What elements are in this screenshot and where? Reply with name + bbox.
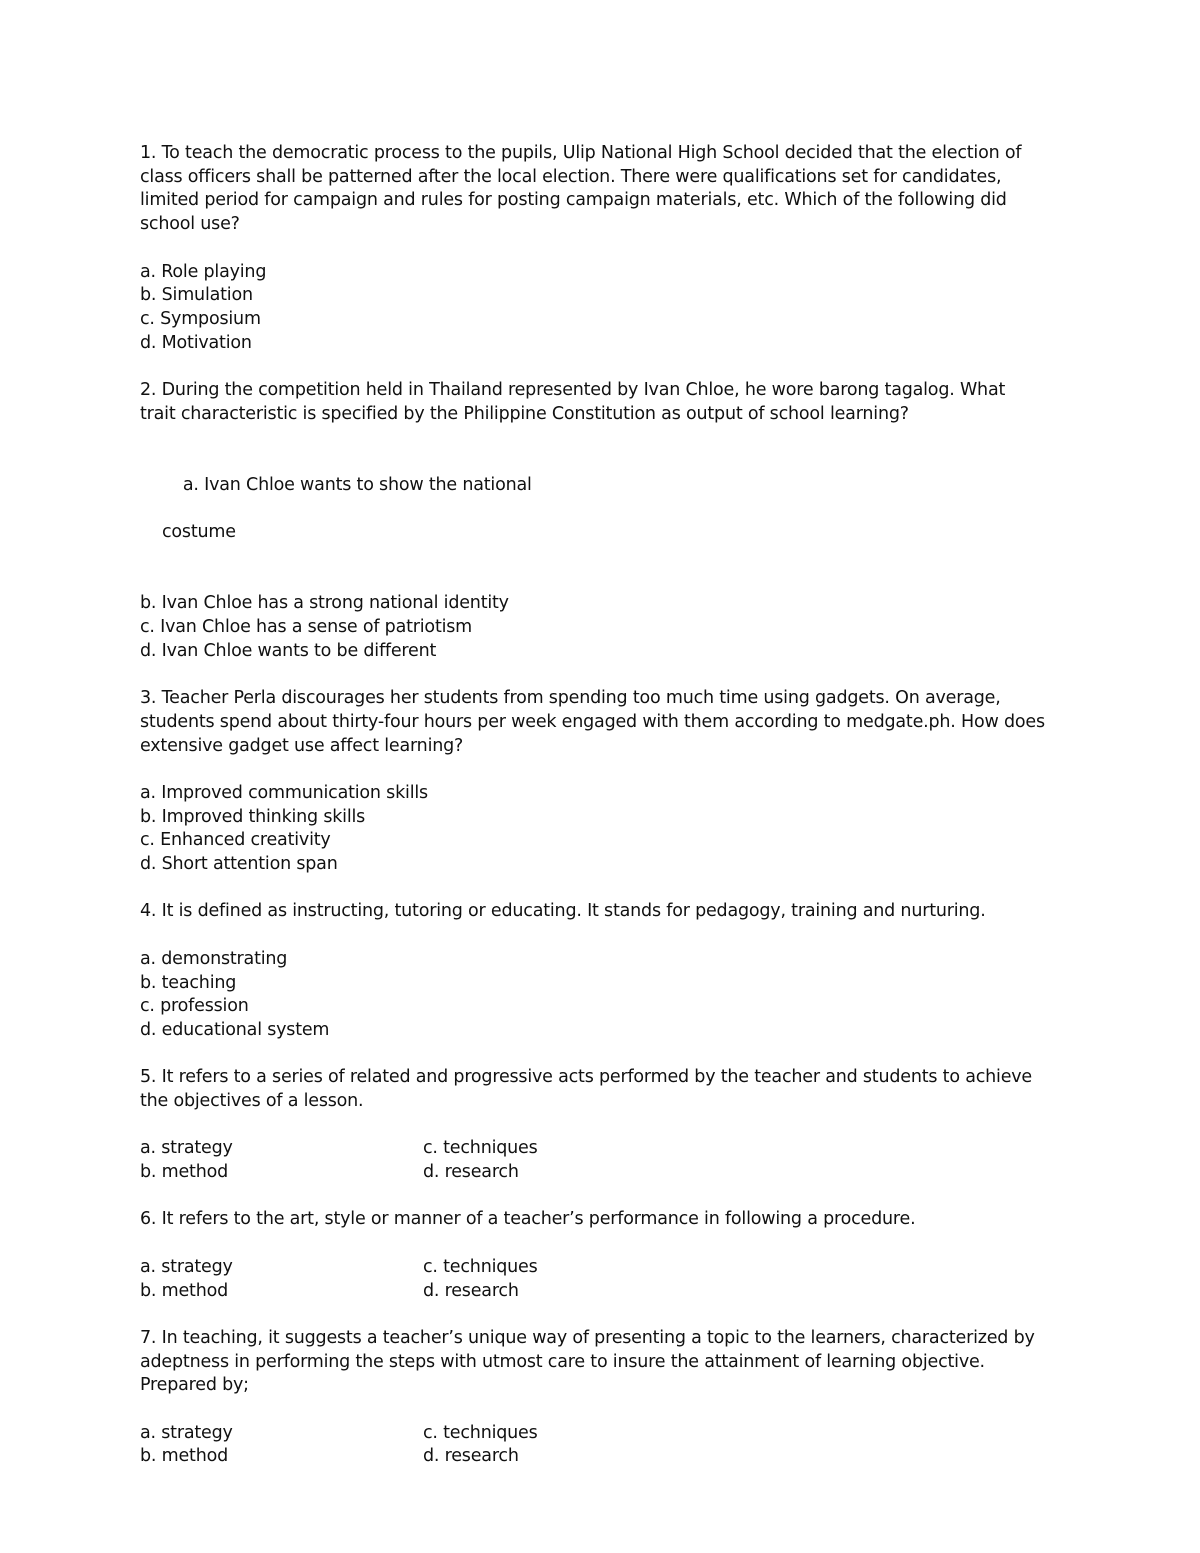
question-5 [140, 1066, 1070, 1185]
document-page [140, 142, 1070, 1493]
option-d: d. research [423, 1162, 519, 1183]
answer-options-grid [140, 1256, 1070, 1303]
answer-options-grid [140, 1137, 1070, 1184]
option-c: c. techniques [423, 1256, 538, 1277]
answer-options [140, 261, 1070, 356]
option-b: b. method [140, 1446, 229, 1467]
question-text: 6. It refers to the art, style or manner of a teacher’s performance in following a procedure. [140, 1209, 916, 1230]
option-b: b. Simulation [140, 285, 253, 306]
question-7 [140, 1327, 1070, 1469]
question-text: 5. It refers to a series of related and progressive acts performed by the teacher and students to achieve the objectives of a lesson. [140, 1067, 1032, 1111]
option-b: b. Improved thinking skills [140, 806, 366, 827]
option-d: d. educational system [140, 1019, 330, 1040]
option-a [140, 450, 1070, 592]
option-a: a. strategy [140, 1422, 233, 1443]
option-a: a. strategy [140, 1256, 233, 1277]
question-4 [140, 900, 1070, 1042]
question-6 [140, 1208, 1070, 1303]
option-a-line-2: costume [162, 522, 236, 543]
answer-options [140, 450, 1070, 663]
question-text: 4. It is defined as instructing, tutoring or educating. It stands for pedagogy, training and nurturing. [140, 901, 986, 922]
option-d: d. research [423, 1446, 519, 1467]
option-a: a. strategy [140, 1138, 233, 1159]
answer-options [140, 948, 1070, 1043]
option-d: d. Ivan Chloe wants to be different [140, 640, 437, 661]
option-c: c. profession [140, 996, 249, 1017]
option-b: b. method [140, 1162, 229, 1183]
option-b: b. method [140, 1280, 229, 1301]
option-c: c. Enhanced creativity [140, 830, 331, 851]
option-a: a. Improved communication skills [140, 782, 428, 803]
question-3 [140, 687, 1070, 877]
option-d: d. Motivation [140, 332, 252, 353]
question-2 [140, 379, 1070, 663]
option-c: c. techniques [423, 1138, 538, 1159]
option-d: d. research [423, 1280, 519, 1301]
answer-options [140, 782, 1070, 877]
option-c: c. techniques [423, 1422, 538, 1443]
option-c: c. Symposium [140, 308, 261, 329]
option-a-line-1: a. Ivan Chloe wants to show the national [182, 474, 532, 495]
option-a: a. Role playing [140, 261, 267, 282]
question-text: 3. Teacher Perla discourages her students from spending too much time using gadgets. On average, students spend about thirty-four hours per week engaged with them according to medgate.ph. How does extensive gadget use affect learning? [140, 688, 1045, 756]
option-b: b. teaching [140, 972, 237, 993]
option-d: d. Short attention span [140, 854, 338, 875]
answer-options-grid [140, 1422, 1070, 1469]
option-b: b. Ivan Chloe has a strong national identity [140, 593, 509, 614]
question-1 [140, 142, 1070, 355]
option-c: c. Ivan Chloe has a sense of patriotism [140, 617, 473, 638]
question-text: 2. During the competition held in Thailand represented by Ivan Chloe, he wore barong tagalog. What trait characteristic is specified by the Philippine Constitution as output of school learning? [140, 380, 1006, 424]
option-a: a. demonstrating [140, 948, 288, 969]
question-text: 1. To teach the democratic process to the pupils, Ulip National High School decided that the election of class officers shall be patterned after the local election. There were qualifications set for candidates, limited period for campaign and rules for posting campaign materials, etc. Which of the following did school use? [140, 143, 1022, 235]
question-text: 7. In teaching, it suggests a teacher’s unique way of presenting a topic to the learners, characterized by adeptness in performing the steps with utmost care to insure the attainment of learning objective. Prepared by; [140, 1327, 1035, 1396]
